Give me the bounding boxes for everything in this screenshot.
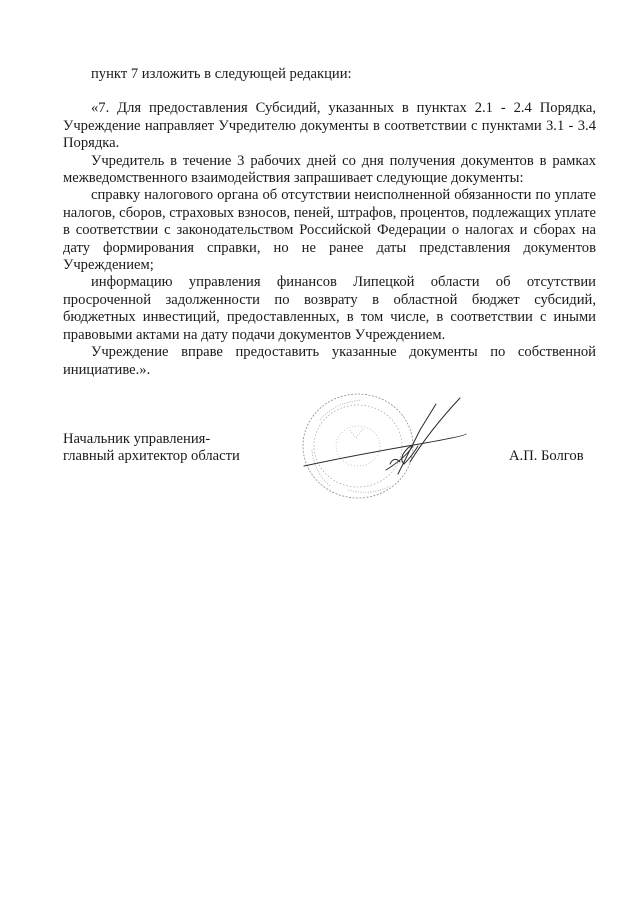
paragraph-founder-request: Учредитель в течение 3 рабочих дней со дня получения документов в рамках межведомственного взаимодействия запрашивает следующие документы: (63, 152, 596, 187)
paragraph-intro: пункт 7 изложить в следующей редакции: (91, 66, 352, 82)
paragraph-tax-certificate: справку налогового органа об отсутствии неисполненной обязанности по уплате налогов, сборов, страховых взносов, пеней, штрафов, процентов, подлежащих уплате в соответствии с законодательством Российской Федерации о налогах и сборах на дату формирования справки, но не ранее даты представления документов Учреждением; (63, 187, 596, 274)
signatory-position (63, 431, 240, 466)
signatory-name: А.П. Болгов (509, 448, 584, 464)
signatory-position-line1: Начальник управления- (63, 431, 211, 447)
paragraph-finance-info: информацию управления финансов Липецкой области об отсутствии просроченной задолженности по возврату в областной бюджет субсидий, бюджетных инвестиций, предоставленных, в том числе, в соответствии с иными правовыми актами на дату подачи документов Учреждением. (63, 274, 596, 343)
official-seal-stamp (303, 394, 413, 498)
document-body (63, 66, 596, 379)
stamp-and-signature (290, 390, 470, 510)
handwritten-signature (304, 398, 466, 474)
paragraph-own-initiative: Учреждение вправе предоставить указанные документы по собственной инициативе.». (63, 344, 596, 378)
paragraph-item-7: «7. Для предоставления Субсидий, указанных в пунктах 2.1 - 2.4 Порядка, Учреждение направляет Учредителю документы в соответствии с пунктами 3.1 - 3.4 Порядка. (63, 100, 596, 152)
signatory-position-line2: главный архитектор области (63, 448, 240, 465)
